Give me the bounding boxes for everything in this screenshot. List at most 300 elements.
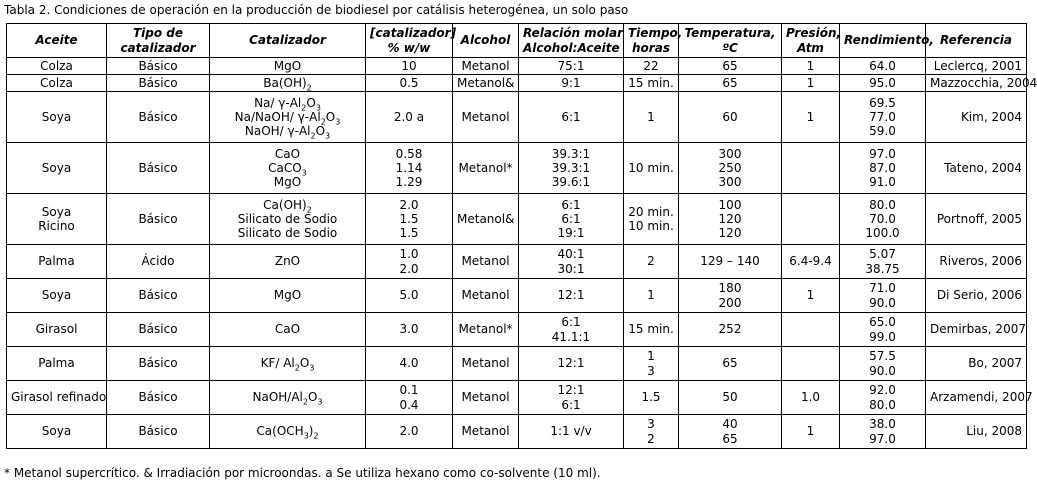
cell-line: Colza (40, 75, 73, 90)
cell-line: Básico (138, 109, 178, 124)
cell-line: 75:1 (557, 58, 585, 73)
cell-referencia (926, 381, 1033, 415)
table-body (7, 58, 1037, 449)
cell-presion (782, 194, 840, 245)
cell-line: 1 (806, 288, 815, 303)
cell-line: Metanol (461, 254, 510, 269)
header-tipo: Tipo de catalizador (107, 24, 210, 58)
table-row (7, 415, 1027, 449)
cell-line: 1:1 v/v (550, 424, 592, 439)
cell-line: 15 min. (628, 322, 674, 337)
cell-line: 97.0 (869, 431, 896, 446)
cell-line: 120 (718, 226, 742, 241)
cell-line: 80.0 (869, 197, 896, 212)
cell-line: 6:1 (561, 109, 581, 124)
cell-line: 300 (718, 146, 742, 161)
cell-line: Metanol (461, 58, 510, 73)
cell-line: 80.0 (869, 397, 896, 412)
cell-line: 1.5 (399, 226, 419, 241)
cell-line: 252 (718, 322, 742, 337)
cell-line: 41.1:1 (551, 329, 591, 344)
cell-line: 6:1 (561, 397, 581, 412)
cell-relacion (519, 279, 624, 313)
cell-aceite (7, 92, 107, 143)
cell-concentracion (366, 347, 453, 381)
cell-line: 1.0 (800, 390, 821, 405)
cell-alcohol (453, 245, 519, 279)
table-row (7, 279, 1027, 313)
cell-line: 65 (722, 431, 738, 446)
cell-concentracion (366, 194, 453, 245)
cell-line: 10 (401, 58, 417, 73)
cell-line: 57.5 (869, 349, 896, 364)
cell-aceite (7, 279, 107, 313)
cell-line: 0.58 (395, 146, 423, 161)
cell-concentracion (366, 381, 453, 415)
cell-tipo (107, 313, 210, 347)
cell-line: Arzamendi, 2007 (930, 390, 1033, 405)
cell-relacion (519, 75, 624, 92)
cell-line: 38.75 (865, 261, 900, 276)
table-row (7, 143, 1027, 194)
cell-aceite (7, 75, 107, 92)
cell-line: 69.5 (869, 95, 896, 110)
cell-line: 180 (718, 281, 742, 296)
formula-line: ZnO (274, 254, 301, 269)
table-row (7, 58, 1027, 75)
cell-temperatura (679, 347, 782, 381)
cell-concentracion (366, 143, 453, 194)
cell-presion (782, 58, 840, 75)
cell-line: Soya (41, 160, 72, 175)
cell-line: Soya (41, 424, 72, 439)
cell-rendimiento (840, 143, 926, 194)
cell-presion (782, 245, 840, 279)
cell-line: Metanol (461, 288, 510, 303)
header-referencia: Referencia (926, 24, 1027, 58)
cell-catalizador (210, 194, 366, 245)
header-concentracion: [catalizador] % w/w (366, 24, 453, 58)
table-row (7, 92, 1027, 143)
cell-temperatura (679, 58, 782, 75)
table-row (7, 381, 1027, 415)
cell-line: 5.07 (869, 247, 896, 262)
cell-temperatura (679, 415, 782, 449)
cell-referencia (926, 313, 1027, 347)
cell-aceite (7, 58, 107, 75)
cell-tipo (107, 143, 210, 194)
cell-line: 19:1 (557, 226, 585, 241)
cell-alcohol (453, 58, 519, 75)
cell-line: 6:1 (561, 315, 581, 330)
cell-line: 1 (647, 288, 655, 303)
cell-line: 120 (718, 211, 742, 226)
cell-catalizador (210, 58, 366, 75)
cell-relacion (519, 58, 624, 75)
cell-catalizador (210, 381, 366, 415)
cell-alcohol (453, 75, 519, 92)
cell-line: Soya (41, 109, 72, 124)
cell-line: 1.14 (395, 160, 423, 175)
cell-concentracion (366, 58, 453, 75)
cell-line: 65.0 (869, 315, 896, 330)
cell-line: 12:1 (557, 288, 585, 303)
cell-line: 2.0 (399, 261, 419, 276)
cell-line: 50 (722, 390, 738, 405)
cell-line: Básico (138, 211, 178, 226)
cell-relacion (519, 313, 624, 347)
cell-line: 30:1 (557, 261, 585, 276)
cell-aceite (7, 313, 107, 347)
cell-line: 95.0 (869, 75, 896, 90)
formula-line: MgO (273, 175, 302, 190)
cell-line: 1 (806, 58, 815, 73)
cell-line: 40:1 (557, 247, 585, 262)
cell-rendimiento (840, 415, 926, 449)
cell-line: 2.0 a (393, 109, 425, 124)
formula-line: MgO (273, 288, 302, 303)
table-footnote: * Metanol supercrítico. & Irradiación por microondas. a Se utiliza hexano como co-solvente (10 ml). (4, 466, 601, 480)
cell-tiempo (624, 58, 679, 75)
cell-line: 60 (722, 109, 738, 124)
cell-line: 1 (806, 109, 815, 124)
cell-presion (782, 75, 840, 92)
cell-temperatura (679, 245, 782, 279)
cell-line: 1 (647, 109, 655, 124)
cell-line: 12:1 (557, 356, 585, 371)
cell-line: 20 min. (628, 204, 674, 219)
cell-temperatura (679, 279, 782, 313)
formula-line: Silicato de Sodio (237, 226, 338, 241)
cell-line: 100 (718, 197, 742, 212)
cell-line: 87.0 (869, 160, 896, 175)
cell-line: Mazzocchia, 2004 (930, 75, 1037, 90)
cell-line: 300 (718, 175, 742, 190)
cell-presion (782, 92, 840, 143)
cell-line: 15 min. (628, 75, 674, 90)
cell-line: 90.0 (869, 363, 896, 378)
header-aceite: Aceite (7, 24, 107, 58)
cell-line: Riveros, 2006 (939, 254, 1022, 269)
cell-rendimiento (840, 279, 926, 313)
cell-line: Tateno, 2004 (944, 160, 1022, 175)
cell-line: Di Serio, 2006 (936, 288, 1022, 303)
cell-referencia (926, 279, 1027, 313)
cell-line: Básico (138, 322, 178, 337)
cell-tiempo (624, 194, 679, 245)
cell-line: 6:1 (561, 197, 581, 212)
cell-alcohol (453, 415, 519, 449)
cell-aceite (7, 245, 107, 279)
cell-catalizador (210, 415, 366, 449)
cell-line: 2.0 (399, 424, 419, 439)
cell-line: 6.4-9.4 (789, 254, 832, 269)
cell-relacion (519, 245, 624, 279)
cell-concentracion (366, 245, 453, 279)
formula-line: NaOH/ $\gamma-Al_2O_3$ (244, 124, 331, 141)
cell-presion (782, 415, 840, 449)
cell-line: 40 (722, 417, 738, 432)
cell-line: Bo, 2007 (968, 356, 1022, 371)
cell-line: Metanol (461, 109, 510, 124)
cell-presion (782, 347, 840, 381)
table-row (7, 347, 1027, 381)
cell-line: 65 (722, 356, 738, 371)
cell-line: Soya (41, 204, 72, 219)
cell-line: 10 min. (628, 160, 674, 175)
cell-alcohol (453, 143, 519, 194)
cell-tipo (107, 279, 210, 313)
cell-alcohol (453, 194, 519, 245)
cell-line: 9:1 (561, 75, 581, 90)
cell-alcohol (453, 92, 519, 143)
cell-line: 100.0 (865, 226, 900, 241)
cell-line: Básico (138, 288, 178, 303)
cell-tiempo (624, 347, 679, 381)
formula-line: CaCO$_3$ (268, 160, 307, 178)
cell-line: 90.0 (869, 295, 896, 310)
cell-temperatura (679, 313, 782, 347)
cell-line: 12:1 (557, 383, 585, 398)
cell-rendimiento (840, 58, 926, 75)
cell-concentracion (366, 415, 453, 449)
cell-line: 1.5 (641, 390, 661, 405)
cell-line: Demirbas, 2007 (930, 322, 1026, 337)
cell-tiempo (624, 245, 679, 279)
header-presion: Presión, Atm (782, 24, 840, 58)
biodiesel-table (6, 23, 1037, 449)
cell-line: 3 (647, 417, 655, 432)
cell-tiempo (624, 75, 679, 92)
cell-line: Palma (38, 254, 75, 269)
cell-line: Metanol* (458, 322, 513, 337)
cell-rendimiento (840, 75, 926, 92)
cell-referencia (926, 245, 1027, 279)
formula-line: Na/NaOH/ $\gamma-Al_2O_3$ (234, 109, 341, 127)
cell-line: Girasol refinado (11, 390, 107, 405)
cell-tiempo (624, 381, 679, 415)
cell-referencia (926, 194, 1027, 245)
cell-line: Metanol (461, 390, 510, 405)
cell-rendimiento (840, 347, 926, 381)
cell-concentracion (366, 279, 453, 313)
header-temperatura: Temperatura, ºC (679, 24, 782, 58)
cell-tiempo (624, 279, 679, 313)
cell-line: 70.0 (869, 211, 896, 226)
cell-line: 99.0 (869, 329, 896, 344)
cell-line: 22 (643, 58, 659, 73)
cell-concentracion (366, 313, 453, 347)
cell-line: 64.0 (869, 58, 896, 73)
cell-line: 0.4 (399, 397, 419, 412)
cell-aceite (7, 347, 107, 381)
cell-line: 71.0 (869, 281, 896, 296)
cell-line: 3.0 (399, 322, 419, 337)
header-alcohol: Alcohol (453, 24, 519, 58)
cell-line: Metanol& (457, 211, 515, 226)
cell-rendimiento (840, 313, 926, 347)
cell-referencia (926, 415, 1027, 449)
cell-line: Básico (138, 390, 178, 405)
cell-concentracion (366, 92, 453, 143)
cell-catalizador (210, 245, 366, 279)
cell-line: 250 (718, 160, 742, 175)
cell-tipo (107, 194, 210, 245)
cell-tipo (107, 245, 210, 279)
cell-tiempo (624, 92, 679, 143)
cell-temperatura (679, 381, 782, 415)
cell-line: 1.0 (399, 247, 419, 262)
cell-line: Girasol (35, 322, 78, 337)
cell-referencia (926, 75, 1037, 92)
cell-line: 10 min. (628, 219, 674, 233)
cell-line: Básico (138, 58, 178, 73)
cell-line: Liu, 2008 (966, 424, 1022, 439)
cell-relacion (519, 92, 624, 143)
cell-line: Básico (138, 75, 178, 90)
cell-tipo (107, 75, 210, 92)
cell-line: 1 (806, 75, 815, 90)
cell-rendimiento (840, 381, 926, 415)
formula-line: $Ba(OH)_2$ (263, 75, 312, 93)
cell-line: Básico (138, 356, 178, 371)
cell-line: 6:1 (561, 211, 581, 226)
cell-line: 77.0 (869, 109, 896, 124)
header-tiempo: Tiempo, horas (624, 24, 679, 58)
cell-relacion (519, 194, 624, 245)
header-row (7, 24, 1027, 58)
cell-aceite (7, 381, 107, 415)
cell-line: 39.3:1 (551, 160, 591, 175)
cell-line: 0.5 (399, 75, 419, 90)
cell-referencia (926, 58, 1027, 75)
header-catalizador: Catalizador (210, 24, 366, 58)
cell-line: 5.0 (399, 288, 419, 303)
cell-concentracion (366, 75, 453, 92)
cell-line: 91.0 (869, 175, 896, 190)
cell-line: 200 (718, 295, 742, 310)
cell-tipo (107, 381, 210, 415)
formula-line: $Ca(OH)_2$ (263, 197, 312, 214)
formula-line: MgO (273, 58, 302, 73)
cell-line: 59.0 (869, 124, 896, 139)
cell-line: 4.0 (399, 356, 419, 371)
cell-line: 65 (722, 58, 738, 73)
cell-line: 2 (647, 254, 655, 269)
cell-tipo (107, 58, 210, 75)
cell-referencia (926, 143, 1027, 194)
cell-line: Básico (138, 424, 178, 439)
cell-referencia (926, 347, 1027, 381)
cell-tipo (107, 347, 210, 381)
cell-line: 1 (647, 349, 655, 364)
cell-line: 3 (647, 363, 655, 378)
cell-tiempo (624, 415, 679, 449)
cell-line: 97.0 (869, 146, 896, 161)
cell-rendimiento (840, 92, 926, 143)
cell-tiempo (624, 143, 679, 194)
cell-presion (782, 143, 840, 194)
cell-temperatura (679, 143, 782, 194)
table-caption: Tabla 2. Condiciones de operación en la producción de biodiesel por catálisis heterogénea, un solo paso (4, 3, 629, 17)
cell-temperatura (679, 194, 782, 245)
cell-catalizador (210, 347, 366, 381)
cell-catalizador (210, 143, 366, 194)
cell-line: 2 (647, 431, 655, 446)
cell-aceite (7, 194, 107, 245)
table-row (7, 313, 1027, 347)
cell-line: Ricino (38, 219, 75, 233)
cell-line: 92.0 (869, 383, 896, 398)
cell-line: 1.29 (395, 175, 423, 190)
cell-presion (782, 279, 840, 313)
cell-alcohol (453, 381, 519, 415)
cell-temperatura (679, 92, 782, 143)
cell-line: 2.0 (399, 197, 419, 212)
cell-alcohol (453, 347, 519, 381)
cell-temperatura (679, 75, 782, 92)
cell-line: Leclercq, 2001 (933, 58, 1022, 73)
formula-line: Na/ $\gamma-Al_2O_3$ (254, 95, 321, 112)
cell-tipo (107, 92, 210, 143)
cell-relacion (519, 381, 624, 415)
cell-rendimiento (840, 194, 926, 245)
cell-referencia (926, 92, 1027, 143)
formula-line: Silicato de Sodio (237, 211, 338, 226)
cell-relacion (519, 143, 624, 194)
cell-line: Kim, 2004 (960, 109, 1022, 124)
cell-alcohol (453, 279, 519, 313)
cell-catalizador (210, 313, 366, 347)
cell-line: 38.0 (869, 417, 896, 432)
cell-aceite (7, 143, 107, 194)
cell-line: 129 – 140 (700, 254, 760, 269)
cell-line: Soya (41, 288, 72, 303)
table-row (7, 194, 1027, 245)
cell-line: Portnoff, 2005 (936, 211, 1022, 226)
cell-line: Palma (38, 356, 75, 371)
cell-line: Metanol* (458, 160, 513, 175)
cell-line: Metanol& (457, 75, 515, 90)
cell-aceite (7, 415, 107, 449)
formula-line: CaO (274, 146, 301, 161)
cell-relacion (519, 415, 624, 449)
table-row (7, 245, 1027, 279)
header-rendimiento: Rendimiento, (840, 24, 926, 58)
formula-line: $Ca(OCH_3)_2$ (256, 424, 319, 441)
cell-alcohol (453, 313, 519, 347)
table-row (7, 75, 1027, 92)
cell-relacion (519, 347, 624, 381)
cell-catalizador (210, 279, 366, 313)
cell-line: 65 (722, 75, 738, 90)
cell-catalizador (210, 92, 366, 143)
cell-presion (782, 313, 840, 347)
formula-line: KF/ $Al_2O_3$ (260, 356, 315, 373)
cell-line: Ácido (141, 254, 175, 269)
cell-line: Colza (40, 58, 73, 73)
cell-line: Metanol (461, 424, 510, 439)
header-relacion: Relación molar Alcohol:Aceite (519, 24, 624, 58)
cell-line: Metanol (461, 356, 510, 371)
formula-line: NaOH/$Al_2O_3$ (252, 390, 323, 407)
cell-line: 0.1 (399, 383, 419, 398)
cell-line: 1.5 (399, 211, 419, 226)
cell-presion (782, 381, 840, 415)
cell-rendimiento (840, 245, 926, 279)
cell-line: 1 (806, 424, 815, 439)
cell-line: 39.6:1 (551, 175, 591, 190)
